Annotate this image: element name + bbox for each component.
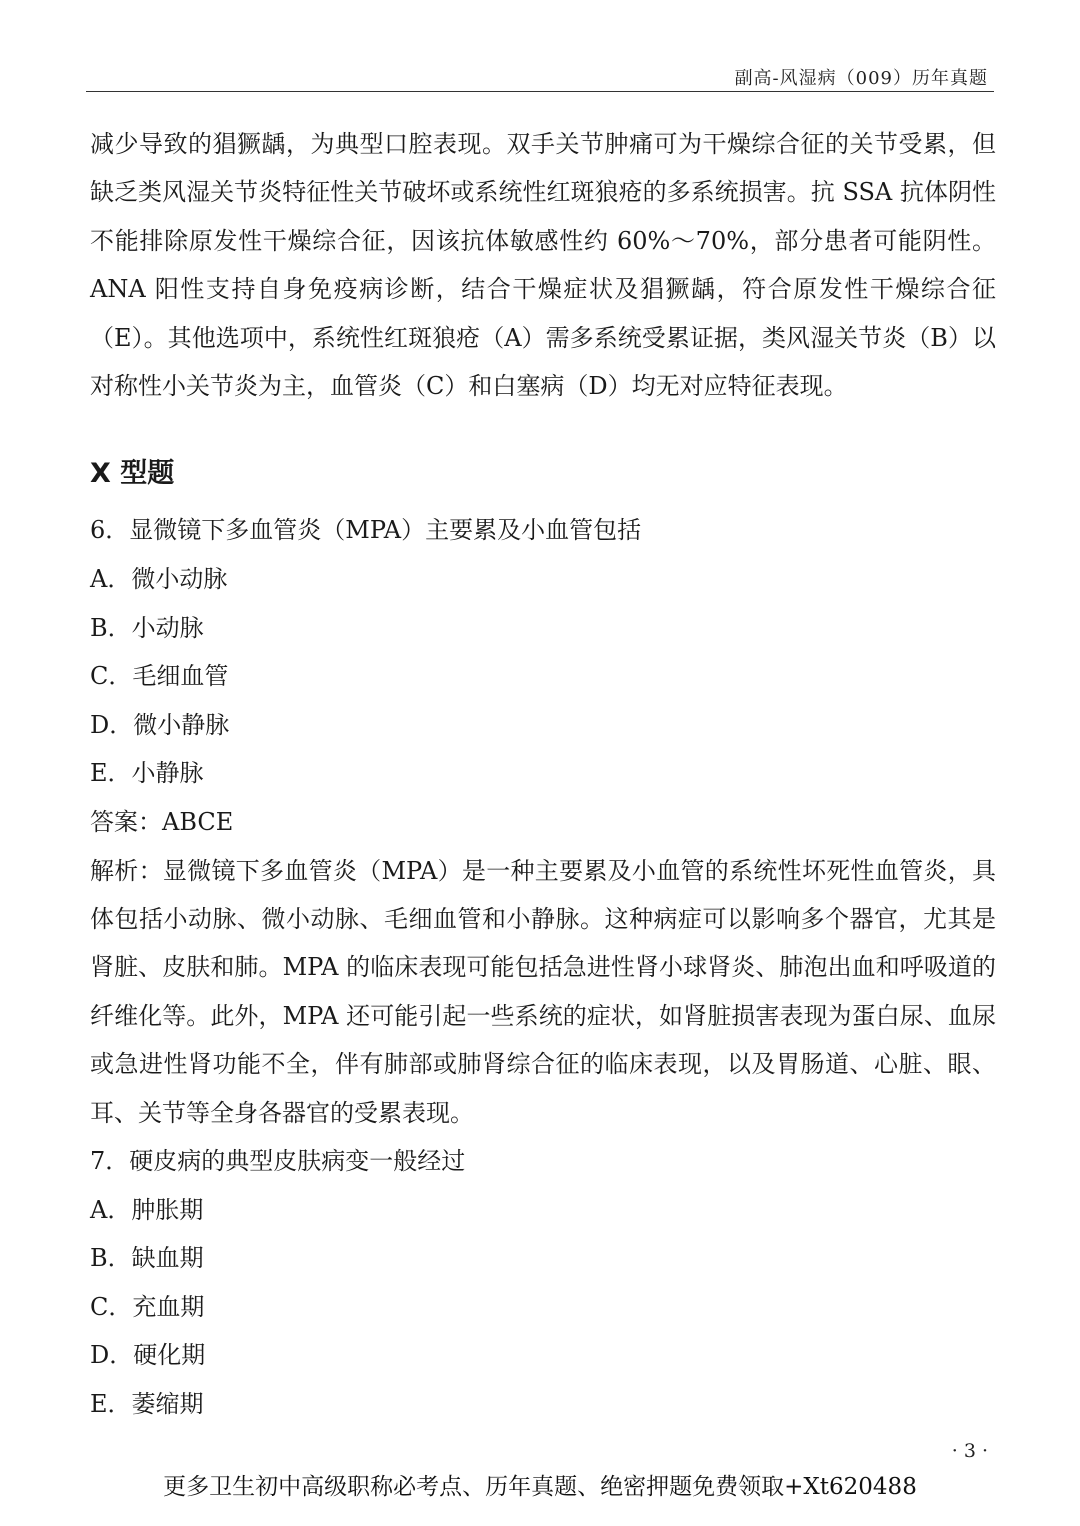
question-text: 7．硬皮病的典型皮肤病变一般经过 (90, 1147, 466, 1176)
option-a: A．微小动脉 (90, 565, 228, 594)
option-a: A．肿胀期 (90, 1195, 204, 1224)
page-number: · 3 · (951, 1440, 988, 1462)
analysis-paragraph: 解析：显微镜下多血管炎（MPA）是一种主要累及小血管的系统性坏死性血管炎，具体包括小动脉、微小动脉、毛细血管和小静脉。这种病症可以影响多个器官，尤其是肾脏、皮肤和肺。MPA 的临床表现可能包括急进性肾小球肾炎、肺泡出血和呼吸道的纤维化等。此外，MPA 还可能引起一些系统的症状，如肾脏损害表现为蛋白尿、血尿或急进性肾功能不全，伴有肺部或肺肾综合征的临床表现，以及胃肠道、心脏、眼、耳、关节等全身各器官的受累表现。 (90, 856, 996, 1127)
section-heading: X 型题 (90, 458, 175, 490)
explanation-paragraph: 减少导致的猖獗龋，为典型口腔表现。双手关节肿痛可为干燥综合征的关节受累，但缺乏类风湿关节炎特征性关节破坏或系统性红斑狼疮的多系统损害。抗 SSA 抗体阴性不能排除原发性干燥综合征，因该抗体敏感性约 60%～70%，部分患者可能阴性。ANA 阳性支持自身免疫病诊断，结合干燥症状及猖獗龋，符合原发性干燥综合征（E）。其他选项中，系统性红斑狼疮（A）需多系统受累证据，类风湿关节炎（B）以对称性小关节炎为主，血管炎（C）和白塞病（D）均无对应特征表现。 (90, 130, 996, 401)
option-c: C．充血期 (90, 1292, 205, 1321)
question-7 (90, 1137, 996, 1429)
option-b: B．缺血期 (90, 1244, 204, 1273)
question-6 (90, 506, 996, 1137)
option-c: C．毛细血管 (90, 662, 229, 691)
option-b: B．小动脉 (90, 613, 204, 642)
header-divider (86, 91, 994, 92)
page-content (90, 120, 996, 1429)
option-d: D．微小静脉 (90, 710, 230, 739)
option-d: D．硬化期 (90, 1341, 206, 1370)
answer: 答案：ABCE (90, 808, 234, 836)
option-e: E．小静脉 (90, 759, 204, 788)
header-title: 副高-风湿病（009）历年真题 (734, 68, 988, 89)
footer-promo-text: 更多卫生初中高级职称必考点、历年真题、绝密押题免费领取+Xt620488 (163, 1474, 917, 1500)
question-text: 6．显微镜下多血管炎（MPA）主要累及小血管包括 (90, 516, 642, 545)
option-e: E．萎缩期 (90, 1390, 204, 1418)
